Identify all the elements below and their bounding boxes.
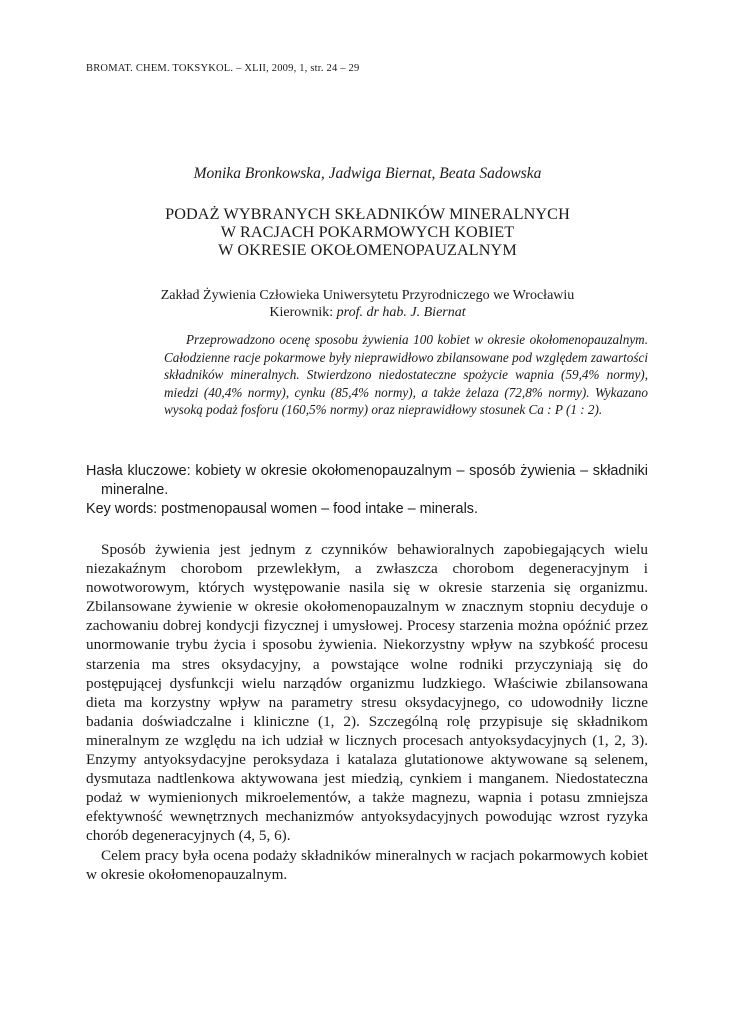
- head-label: Kierownik:: [269, 305, 337, 320]
- article-title: [0, 205, 735, 259]
- body-paragraph: Sposób żywienia jest jednym z czynników behawioralnych zapobiegających wielu niezakaźnym chorobom przewlekłym, a zwłaszcza chorobom degeneracyjnym i nowotworowym, których występowanie nasila się w okresie starzenia się organizmu. Zbilansowane żywienie w okresie okołomenopauzalnym w znacznym stopniu decyduje o zachowaniu dobrej kondycji fizycznej i umysłowej. Procesy starzenia można opóźnić przez unormowanie trybu życia i sposobu żywienia. Niekorzystny wpływ na szybkość procesu starzenia ma stres oksydacyjny, a powstające wolne rodniki przyczyniają się do postępującej dysfunkcji wielu narządów organizmu ludzkiego. Właściwie zbilansowana dieta ma korzystny wpływ na parametry stresu oksydacyjnego, co udowodniły liczne badania doświadczalne i kliniczne (1, 2). Szczególną rolę przypisuje się składnikom mineralnym ze względu na ich udział w licznych procesach antyoksydacyjnych (1, 2, 3). Enzymy antyoksydacyjne peroksydaza i katalaza glutationowe aktywowane są selenem, dysmutaza nadtlenkowa aktywowana jest miedzią, cynkiem i manganem. Niedostateczna podaż w wymienionych mikroelementów, a także magnezu, wapnia i potasu zmniejsza efektywność wewnętrznych mechanizmów antyoksydacyjnych powodując wzrost ryzyka chorób degeneracyjnych (4, 5, 6).: [86, 541, 648, 845]
- department: Zakład Żywienia Człowieka Uniwersytetu Przyrodniczego we Wrocławiu: [160, 288, 575, 303]
- authors: Monika Bronkowska, Jadwiga Biernat, Beata Sadowska: [193, 165, 542, 182]
- abstract: Przeprowadzono ocenę sposobu żywienia 100 kobiet w okresie okołomenopauzalnym. Całodzienne racje pokarmowe były nieprawidłowo zbilansowane pod względem zawartości składników mineralnych. Stwierdzono niedostateczne spożycie wapnia (59,4% normy), miedzi (40,4% normy), cynku (85,4% normy), a także żelaza (72,8% normy). Wykazano wysoką podaż fosforu (160,5% normy) oraz nieprawidłowy stosunek Ca : P (1 : 2).: [164, 332, 648, 418]
- keywords-english: Key words: postmenopausal women – food intake – minerals.: [86, 501, 478, 518]
- title-line-3: W OKRESIE OKOŁOMENOPAUZALNYM: [218, 241, 517, 259]
- body-text: [86, 540, 648, 884]
- head-name: prof. dr hab. J. Biernat: [336, 305, 466, 320]
- running-head: BROMAT. CHEM. TOKSYKOL. – XLII, 2009, 1, str. 24 – 29: [86, 63, 360, 74]
- title-line-1: PODAŻ WYBRANYCH SKŁADNIKÓW MINERALNYCH: [165, 205, 570, 223]
- keywords-block: [86, 462, 648, 520]
- body-paragraph: Celem pracy była ocena podaży składników mineralnych w racjach pokarmowych kobiet w okresie okołomenopauzalnym.: [86, 846, 648, 883]
- affiliation: [0, 287, 735, 321]
- title-line-2: W RACJACH POKARMOWYCH KOBIET: [220, 223, 515, 241]
- keywords-polish: Hasła kluczowe: kobiety w okresie okołomenopauzalnym – sposób żywienia – składniki mineralne.: [86, 463, 648, 499]
- department-head: [0, 304, 735, 321]
